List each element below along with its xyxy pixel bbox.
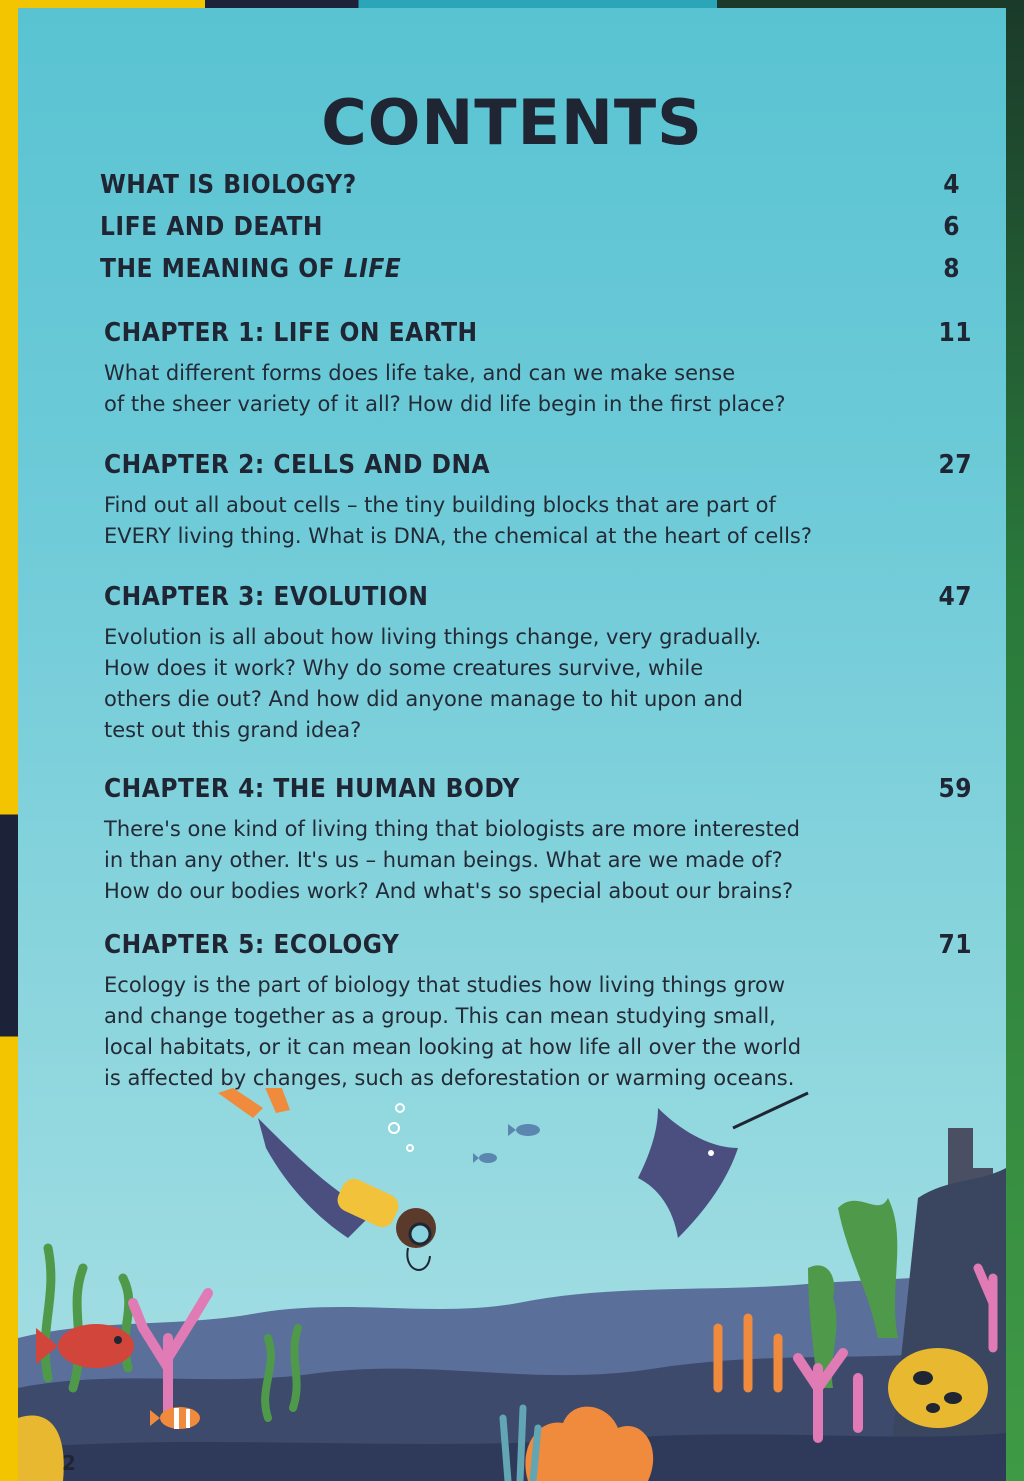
- toc-entry-what-is-biology[interactable]: [100, 170, 960, 210]
- underwater-illustration: [18, 1088, 1006, 1481]
- description-line: There's one kind of living thing that biologists are more interested: [104, 817, 800, 841]
- chapter-page: 11: [938, 318, 972, 348]
- rock-right-ledge: [888, 1168, 1006, 1481]
- description-line: is affected by changes, such as deforestation or warming oceans.: [104, 1066, 795, 1090]
- toc-entry-label: [100, 254, 401, 284]
- toc-entry-label: WHAT IS BIOLOGY?: [100, 170, 357, 200]
- chapter-heading: CHAPTER 4: THE HUMAN BODY: [104, 774, 520, 804]
- page-number: 2: [62, 1451, 76, 1475]
- chapter-description: [104, 622, 894, 746]
- brain-coral-icon: [888, 1348, 988, 1428]
- chapter-page: 71: [938, 930, 972, 960]
- chapter-heading: CHAPTER 5: ECOLOGY: [104, 930, 400, 960]
- toc-entry-label-italic: LIFE: [343, 254, 402, 284]
- scuba-diver-icon: [218, 1088, 436, 1270]
- description-line: How does it work? Why do some creatures survive, while: [104, 656, 704, 680]
- chapter-description: [104, 358, 894, 420]
- chapter-description: [104, 490, 894, 552]
- chapter-heading: CHAPTER 3: EVOLUTION: [104, 582, 429, 612]
- chapter-heading: CHAPTER 2: CELLS AND DNA: [104, 450, 491, 480]
- toc-entry-life-and-death[interactable]: [100, 212, 960, 252]
- description-line: Find out all about cells – the tiny building blocks that are part of: [104, 493, 776, 517]
- description-line: Ecology is the part of biology that studies how living things grow: [104, 973, 786, 997]
- fish-icon: [473, 1124, 540, 1163]
- toc-entry-label: LIFE AND DEATH: [100, 212, 323, 242]
- chapter-description: [104, 970, 894, 1094]
- toc-entry-label-prefix: THE MEANING OF: [100, 254, 344, 284]
- chapter-heading: CHAPTER 1: LIFE ON EARTH: [104, 318, 478, 348]
- description-line: others die out? And how did anyone manage to hit upon and: [104, 687, 743, 711]
- page-title: CONTENTS: [321, 86, 703, 159]
- description-line: local habitats, or it can mean looking at how life all over the world: [104, 1035, 802, 1059]
- toc-chapter-4[interactable]: [104, 774, 972, 907]
- toc-entry-meaning-of-life[interactable]: [100, 254, 960, 294]
- description-line: EVERY living thing. What is DNA, the chemical at the heart of cells?: [104, 524, 812, 548]
- toc-chapter-3[interactable]: [104, 582, 972, 746]
- description-line: of the sheer variety of it all? How did life begin in the first place?: [104, 392, 786, 416]
- manta-ray-icon: [638, 1093, 808, 1238]
- description-line: in than any other. It's us – human beings. What are we made of?: [104, 848, 783, 872]
- toc-chapter-1[interactable]: [104, 318, 972, 420]
- toc-chapter-5[interactable]: [104, 930, 972, 1094]
- chapter-page: 27: [938, 450, 972, 480]
- toc-entry-page: 8: [943, 254, 960, 284]
- contents-page: [18, 8, 1006, 1481]
- toc-chapter-2[interactable]: [104, 450, 972, 552]
- toc-entry-page: 6: [943, 212, 960, 242]
- chapter-page: 47: [938, 582, 972, 612]
- description-line: Evolution is all about how living things change, very gradually.: [104, 625, 762, 649]
- description-line: What different forms does life take, and can we make sense: [104, 361, 736, 385]
- chapter-description: [104, 814, 894, 907]
- description-line: and change together as a group. This can mean studying small,: [104, 1004, 776, 1028]
- toc-entry-page: 4: [943, 170, 960, 200]
- description-line: test out this grand idea?: [104, 718, 362, 742]
- description-line: How do our bodies work? And what's so special about our brains?: [104, 879, 794, 903]
- chapter-page: 59: [938, 774, 972, 804]
